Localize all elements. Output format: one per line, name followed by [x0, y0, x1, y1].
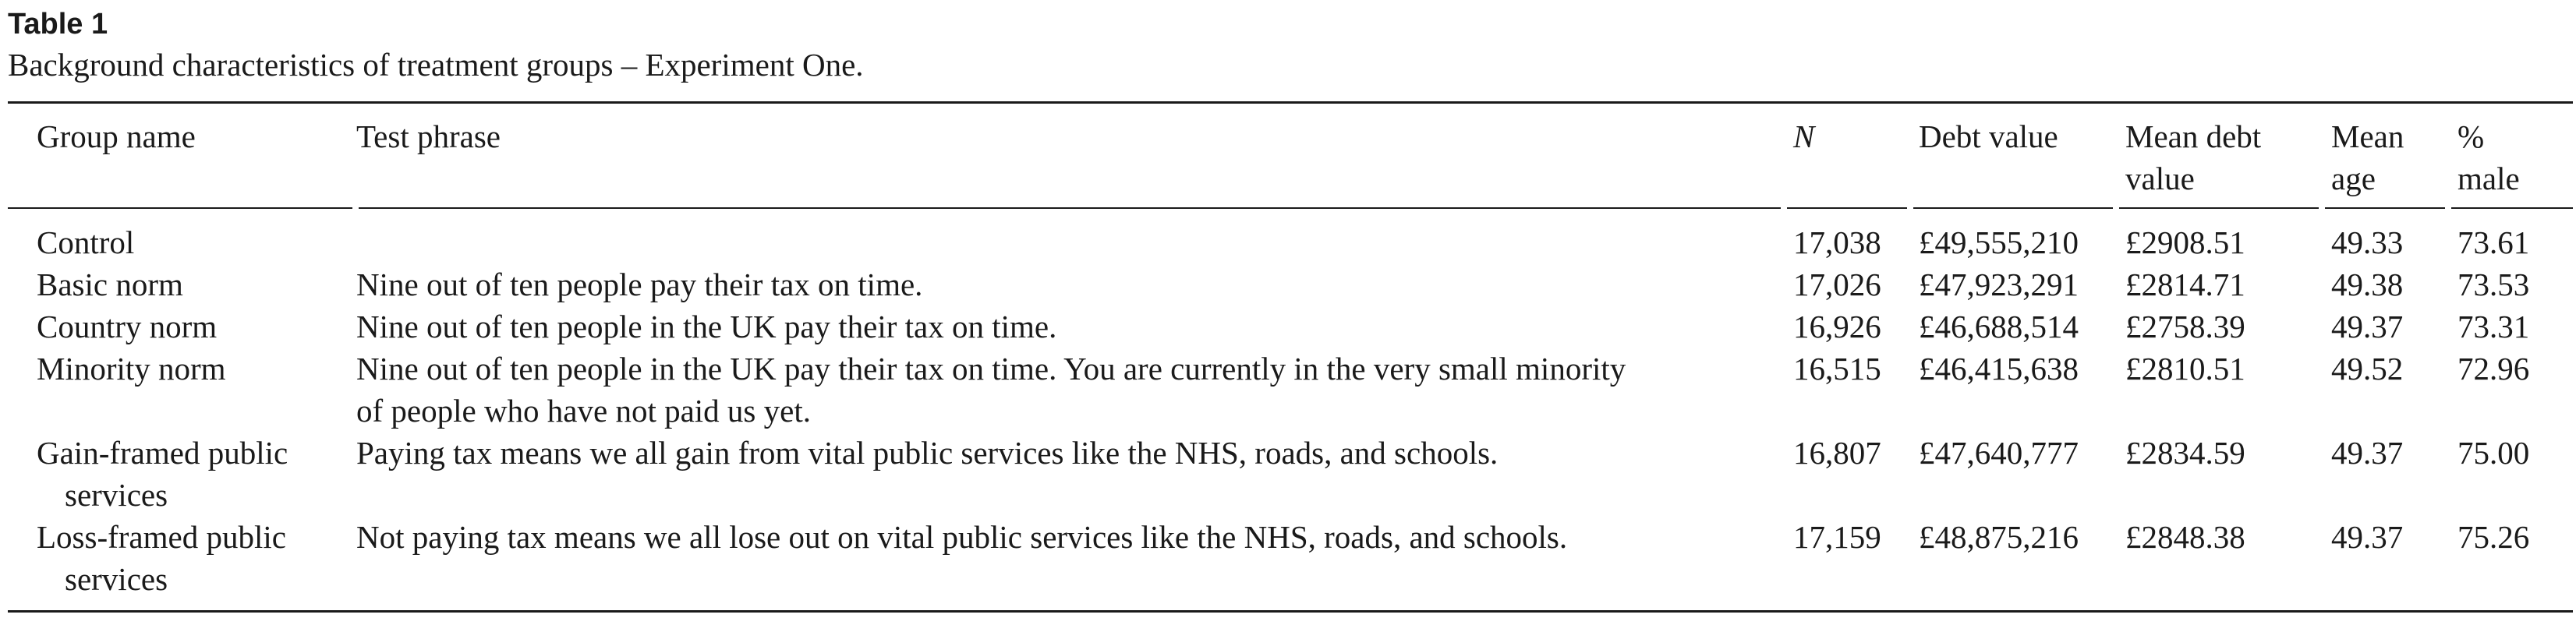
cell-mean-debt-value: £2758.39 — [2125, 309, 2245, 344]
cell-mean-debt-value: £2908.51 — [2125, 224, 2245, 260]
header-rule-gap — [2113, 207, 2119, 209]
table-caption: Background characteristics of treatment groups – Experiment One. — [8, 47, 864, 83]
cell-group-name-line1: Gain-framed public — [37, 435, 288, 471]
top-rule — [8, 101, 2573, 104]
cell-mean-debt-value: £2814.71 — [2125, 267, 2245, 302]
column-header-pct-male-line1: % — [2457, 118, 2485, 154]
column-header-n: N — [1793, 118, 1815, 154]
header-rule-gap — [2319, 207, 2325, 209]
column-header-debt-value: Debt value — [1919, 118, 2058, 154]
cell-n: 16,807 — [1793, 435, 1881, 471]
cell-debt-value: £48,875,216 — [1919, 519, 2079, 555]
cell-pct-male: 75.26 — [2457, 519, 2530, 555]
column-header-pct-male-line2: male — [2457, 161, 2520, 196]
cell-mean-debt-value: £2834.59 — [2125, 435, 2245, 471]
cell-test-phrase-line1: Nine out of ten people in the UK pay their tax on time. You are currently in the very small minority — [356, 351, 1626, 387]
cell-test-phrase: Nine out of ten people in the UK pay their tax on time. — [356, 309, 1057, 344]
header-rule-gap — [1907, 207, 1913, 209]
table-label: Table 1 — [8, 8, 108, 41]
cell-group-name-line2: services — [65, 477, 168, 513]
cell-group-name — [37, 432, 288, 516]
header-rule-gap — [1781, 207, 1787, 209]
column-header-pct-male — [2457, 115, 2520, 200]
cell-group-name: Basic norm — [37, 267, 183, 302]
cell-n: 16,515 — [1793, 351, 1881, 387]
cell-group-name-line2: services — [65, 561, 168, 597]
column-header-mean-debt-value — [2125, 115, 2261, 200]
column-header-test-phrase: Test phrase — [356, 118, 501, 154]
header-rule-gap — [2445, 207, 2451, 209]
cell-pct-male: 75.00 — [2457, 435, 2530, 471]
cell-debt-value: £47,923,291 — [1919, 267, 2079, 302]
column-header-mean-age-line1: Mean — [2331, 118, 2404, 154]
cell-debt-value: £46,415,638 — [1919, 351, 2079, 387]
cell-mean-age: 49.37 — [2331, 309, 2404, 344]
column-header-group-name: Group name — [37, 118, 196, 154]
cell-test-phrase: Not paying tax means we all lose out on vital public services like the NHS, roads, and schools. — [356, 519, 1568, 555]
cell-n: 16,926 — [1793, 309, 1881, 344]
cell-n: 17,026 — [1793, 267, 1881, 302]
cell-group-name: Control — [37, 224, 135, 260]
header-rule-gap — [352, 207, 359, 209]
cell-group-name-line1: Loss-framed public — [37, 519, 286, 555]
cell-test-phrase: Paying tax means we all gain from vital public services like the NHS, roads, and schools. — [356, 435, 1499, 471]
column-header-mean-age — [2331, 115, 2404, 200]
cell-mean-age: 49.37 — [2331, 519, 2404, 555]
cell-pct-male: 73.61 — [2457, 224, 2530, 260]
column-header-mean-debt-value-line1: Mean debt — [2125, 118, 2262, 154]
cell-debt-value: £49,555,210 — [1919, 224, 2079, 260]
cell-n: 17,159 — [1793, 519, 1881, 555]
cell-group-name: Minority norm — [37, 351, 226, 387]
cell-pct-male: 73.31 — [2457, 309, 2530, 344]
cell-test-phrase-line2: of people who have not paid us yet. — [356, 393, 811, 429]
cell-test-phrase — [356, 348, 1626, 432]
cell-mean-age: 49.52 — [2331, 351, 2404, 387]
cell-n: 17,038 — [1793, 224, 1881, 260]
cell-mean-age: 49.33 — [2331, 224, 2404, 260]
column-header-mean-debt-value-line2: value — [2125, 161, 2195, 196]
cell-mean-age: 49.37 — [2331, 435, 2404, 471]
cell-mean-debt-value: £2848.38 — [2125, 519, 2245, 555]
cell-pct-male: 72.96 — [2457, 351, 2530, 387]
column-header-mean-age-line2: age — [2331, 161, 2376, 196]
bottom-rule — [8, 610, 2573, 613]
header-rule — [8, 207, 2573, 209]
cell-group-name — [37, 516, 286, 600]
cell-mean-age: 49.38 — [2331, 267, 2404, 302]
cell-group-name: Country norm — [37, 309, 218, 344]
cell-test-phrase: Nine out of ten people pay their tax on time. — [356, 267, 923, 302]
cell-debt-value: £46,688,514 — [1919, 309, 2079, 344]
cell-pct-male: 73.53 — [2457, 267, 2530, 302]
cell-mean-debt-value: £2810.51 — [2125, 351, 2245, 387]
cell-debt-value: £47,640,777 — [1919, 435, 2079, 471]
